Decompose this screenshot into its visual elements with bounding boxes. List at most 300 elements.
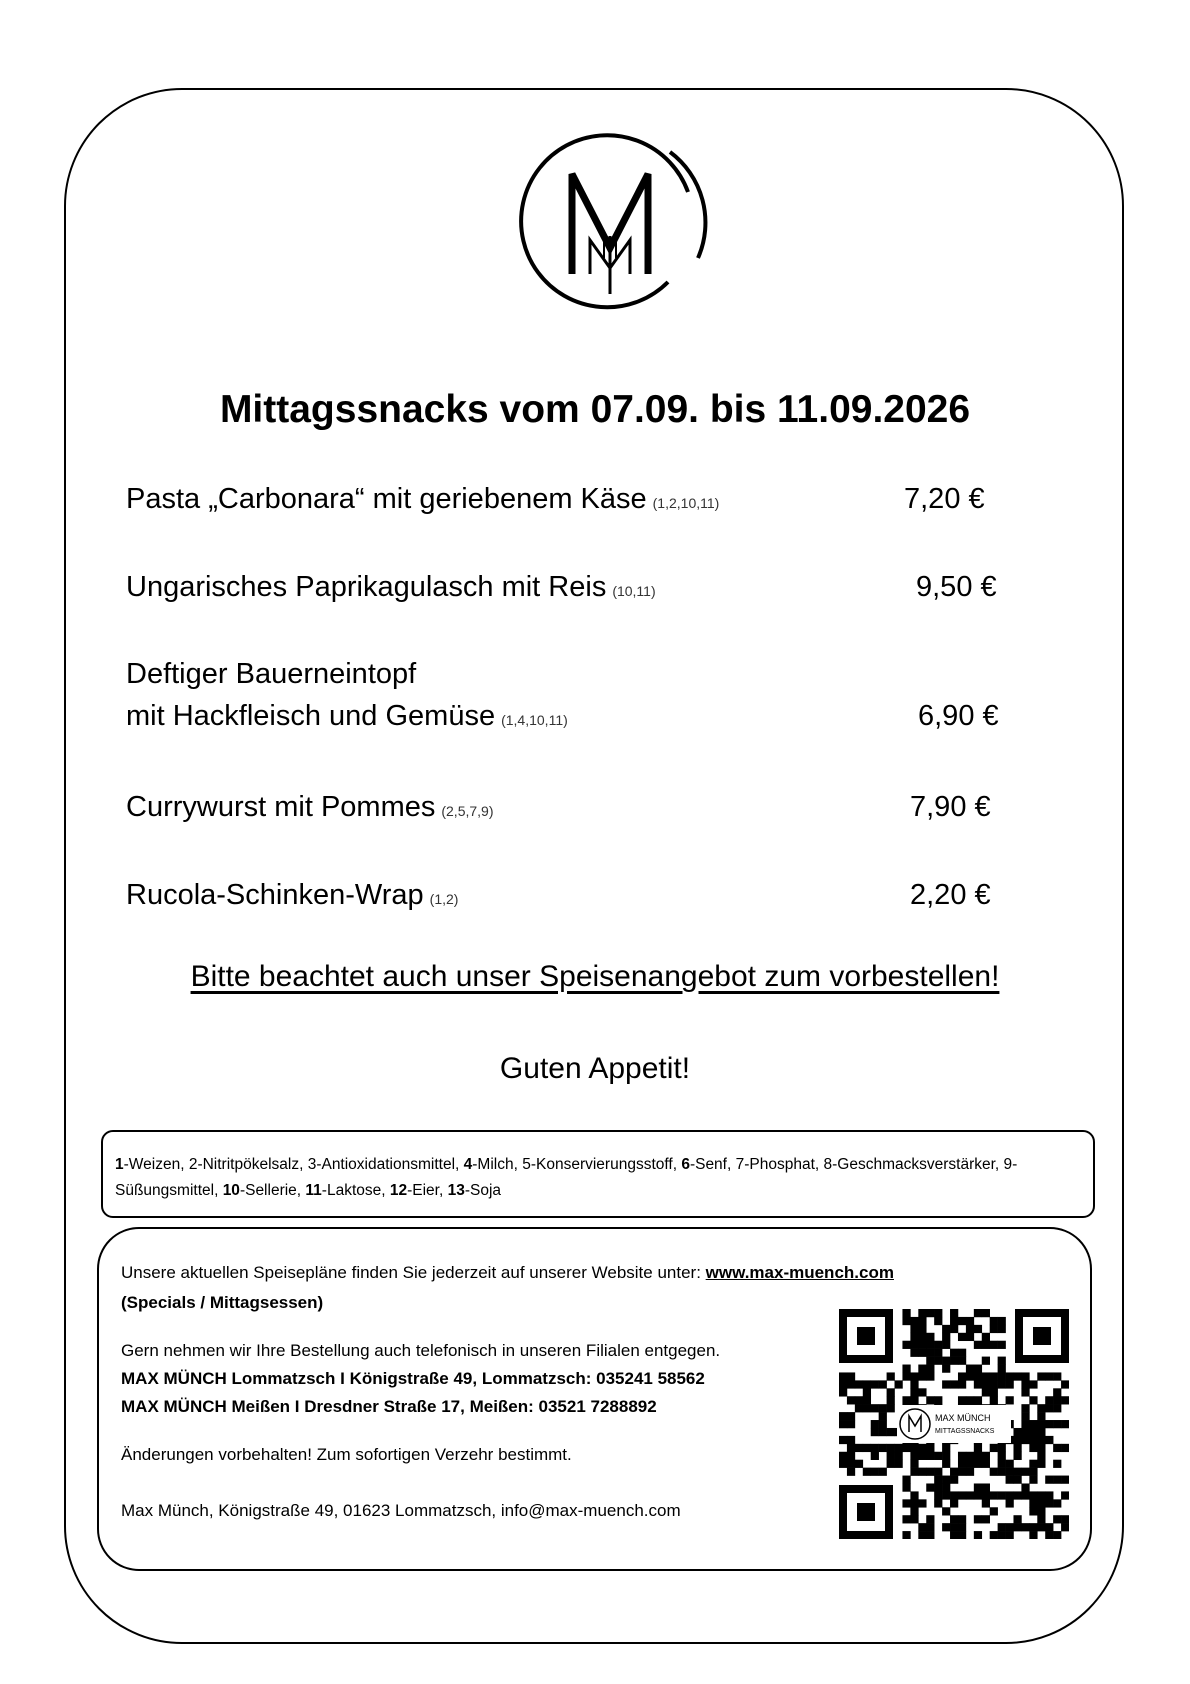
qr-module (998, 1365, 1006, 1373)
qr-module (934, 1341, 942, 1349)
qr-module (863, 1444, 871, 1452)
qr-module (982, 1372, 990, 1380)
qr-module (871, 1428, 879, 1436)
qr-module (958, 1380, 966, 1388)
qr-module (871, 1452, 879, 1460)
qr-module (910, 1507, 918, 1515)
qr-module (934, 1476, 942, 1484)
allergen-entry (115, 1156, 189, 1173)
qr-module (926, 1531, 934, 1539)
qr-module (1037, 1412, 1045, 1420)
qr-module (934, 1396, 942, 1404)
qr-module (998, 1452, 1006, 1460)
qr-module (974, 1325, 982, 1333)
qr-module (966, 1396, 974, 1404)
qr-module (958, 1317, 966, 1325)
qr-module (871, 1468, 879, 1476)
menu-item-name: Pasta „Carbonara“ mit geriebenem Käse (126, 483, 647, 515)
qr-module (918, 1452, 926, 1460)
allergen-number: 11 (305, 1182, 322, 1199)
qr-module (950, 1309, 958, 1317)
qr-module (1061, 1515, 1069, 1523)
qr-module (950, 1325, 958, 1333)
qr-module (1037, 1499, 1045, 1507)
qr-module (902, 1531, 910, 1539)
allergen-entry (223, 1182, 306, 1199)
qr-module (879, 1380, 887, 1388)
qr-module (910, 1444, 918, 1452)
qr-module (942, 1341, 950, 1349)
qr-label-line2: MITTAGSSNACKS (935, 1428, 995, 1435)
allergen-number: 2 (188, 1156, 198, 1173)
qr-module (958, 1349, 966, 1357)
qr-module (1006, 1499, 1014, 1507)
qr-module (958, 1531, 966, 1539)
qr-module (1029, 1380, 1037, 1388)
qr-module (934, 1349, 942, 1357)
qr-module (847, 1460, 855, 1468)
qr-module (855, 1380, 863, 1388)
qr-module (1029, 1491, 1037, 1499)
qr-module (1061, 1444, 1069, 1452)
qr-module (950, 1476, 958, 1484)
qr-module (926, 1452, 934, 1460)
qr-module (902, 1396, 910, 1404)
page-title: Mittagssnacks vom 07.09. bis 11.09.2026 (219, 388, 971, 431)
menu-item-price: 6,90 € (918, 700, 999, 732)
qr-module (1029, 1420, 1037, 1428)
qr-module (942, 1365, 950, 1373)
qr-module (1029, 1507, 1037, 1515)
qr-module (918, 1325, 926, 1333)
qr-module (910, 1317, 918, 1325)
qr-module (855, 1444, 863, 1452)
qr-module (1006, 1476, 1014, 1484)
menu-item (126, 874, 1006, 920)
qr-module (998, 1491, 1006, 1499)
website-line: Unsere aktuellen Speisepläne finden Sie jederzeit auf unserer Website unter: www.max-muench.com (121, 1263, 894, 1282)
qr-module (982, 1341, 990, 1349)
qr-module (1053, 1396, 1061, 1404)
qr-module (958, 1452, 966, 1460)
menu-item-allergens: (1,2) (429, 891, 459, 907)
qr-module (998, 1317, 1006, 1325)
qr-module (847, 1396, 855, 1404)
allergen-legend (101, 1130, 1095, 1218)
qr-module (942, 1452, 950, 1460)
qr-module (1037, 1491, 1045, 1499)
allergen-label: -Nitritpökelsalz, (197, 1156, 308, 1173)
allergen-entry (464, 1156, 523, 1173)
qr-module (871, 1444, 879, 1452)
qr-module (910, 1333, 918, 1341)
qr-module (950, 1523, 958, 1531)
qr-module (910, 1515, 918, 1523)
qr-module (1053, 1420, 1061, 1428)
menu-item (126, 786, 1006, 832)
qr-module (1029, 1444, 1037, 1452)
menu-item (126, 653, 1006, 741)
qr-module (1013, 1523, 1021, 1531)
qr-module (847, 1468, 855, 1476)
qr-module (839, 1372, 847, 1380)
qr-module (887, 1388, 895, 1396)
qr-module (934, 1468, 942, 1476)
qr-module (918, 1523, 926, 1531)
qr-module (958, 1491, 966, 1499)
qr-module (918, 1333, 926, 1341)
qr-module (1021, 1436, 1029, 1444)
qr-module (974, 1396, 982, 1404)
qr-module (1037, 1404, 1045, 1412)
qr-module (958, 1372, 966, 1380)
menu-item-name: Rucola-Schinken-Wrap (126, 879, 424, 911)
qr-module (974, 1460, 982, 1468)
qr-module (934, 1483, 942, 1491)
qr-module (974, 1444, 982, 1452)
qr-module (982, 1388, 990, 1396)
qr-module (974, 1365, 982, 1373)
qr-module (990, 1444, 998, 1452)
qr-module (1029, 1436, 1037, 1444)
qr-module (926, 1333, 934, 1341)
qr-module (1045, 1499, 1053, 1507)
qr-module (863, 1380, 871, 1388)
qr-module (942, 1491, 950, 1499)
qr-module (839, 1412, 847, 1420)
qr-module (958, 1523, 966, 1531)
qr-module (974, 1372, 982, 1380)
qr-module (1037, 1428, 1045, 1436)
qr-module (998, 1325, 1006, 1333)
qr-module (966, 1372, 974, 1380)
qr-module (902, 1476, 910, 1484)
qr-module (1053, 1531, 1061, 1539)
qr-module (966, 1317, 974, 1325)
qr-module (887, 1460, 895, 1468)
qr-module (926, 1341, 934, 1349)
qr-module (1045, 1531, 1053, 1539)
qr-module (942, 1523, 950, 1531)
qr-module (847, 1372, 855, 1380)
allergen-label: -Milch, (472, 1156, 523, 1173)
qr-module (1053, 1499, 1061, 1507)
qr-module (998, 1444, 1006, 1452)
qr-module (902, 1499, 910, 1507)
qr-module (1045, 1436, 1053, 1444)
qr-module (990, 1531, 998, 1539)
qr-module (847, 1452, 855, 1460)
qr-module (966, 1333, 974, 1341)
qr-module (1021, 1412, 1029, 1420)
qr-module (1029, 1460, 1037, 1468)
qr-module (1013, 1436, 1021, 1444)
qr-module (839, 1452, 847, 1460)
allergen-label: -Soja (464, 1182, 502, 1199)
qr-module (902, 1317, 910, 1325)
qr-module (942, 1476, 950, 1484)
allergen-entry (189, 1156, 308, 1173)
qr-module (887, 1428, 895, 1436)
qr-module (902, 1365, 910, 1373)
qr-module (847, 1420, 855, 1428)
qr-module (839, 1380, 847, 1388)
menu-item (126, 478, 1006, 524)
qr-module (990, 1396, 998, 1404)
qr-module (934, 1309, 942, 1317)
qr-module (887, 1396, 895, 1404)
qr-module (926, 1349, 934, 1357)
qr-module (982, 1452, 990, 1460)
qr-module (902, 1483, 910, 1491)
allergen-label: -Laktose, (321, 1182, 390, 1199)
qr-module (982, 1380, 990, 1388)
qr-module (982, 1491, 990, 1499)
qr-module (982, 1483, 990, 1491)
qr-module (926, 1372, 934, 1380)
qr-module (839, 1388, 847, 1396)
qr-module (1029, 1499, 1037, 1507)
qr-module (1013, 1491, 1021, 1499)
qr-module (934, 1317, 942, 1325)
qr-module (879, 1412, 887, 1420)
qr-module (950, 1380, 958, 1388)
qr-module (918, 1499, 926, 1507)
qr-module (1061, 1491, 1069, 1499)
qr-module (1061, 1523, 1069, 1531)
menu-item-name: Currywurst mit Pommes (126, 791, 436, 823)
qr-module (855, 1460, 863, 1468)
qr-module (1061, 1380, 1069, 1388)
qr-module (1061, 1396, 1069, 1404)
menu-item-name: Ungarisches Paprikagulasch mit Reis (126, 571, 607, 603)
qr-code[interactable] (839, 1309, 1069, 1539)
qr-module (910, 1499, 918, 1507)
qr-module (1013, 1515, 1021, 1523)
qr-module (950, 1491, 958, 1499)
qr-module (942, 1325, 950, 1333)
qr-module (982, 1357, 990, 1365)
qr-module (934, 1357, 942, 1365)
qr-module (910, 1325, 918, 1333)
qr-module (1013, 1444, 1021, 1452)
qr-module (966, 1325, 974, 1333)
qr-module (895, 1460, 903, 1468)
qr-module (934, 1452, 942, 1460)
qr-module (902, 1309, 910, 1317)
allergen-number: 6 (681, 1156, 690, 1173)
website-link[interactable]: www.max-muench.com (705, 1263, 894, 1282)
qr-module (910, 1388, 918, 1396)
qr-module (918, 1309, 926, 1317)
qr-module (990, 1380, 998, 1388)
qr-module (1053, 1476, 1061, 1484)
qr-module (1037, 1436, 1045, 1444)
qr-module (1006, 1491, 1014, 1499)
qr-module (910, 1396, 918, 1404)
qr-module (966, 1460, 974, 1468)
qr-module (1037, 1507, 1045, 1515)
qr-module (926, 1468, 934, 1476)
allergen-label: -Geschmacksverstärker, (832, 1156, 1004, 1173)
qr-module (1006, 1523, 1014, 1531)
allergen-entry (736, 1156, 824, 1173)
qr-module (863, 1468, 871, 1476)
qr-module (902, 1372, 910, 1380)
qr-module (879, 1428, 887, 1436)
qr-module (910, 1380, 918, 1388)
qr-module (1045, 1396, 1053, 1404)
qr-module (974, 1515, 982, 1523)
qr-label-line1: MAX MÜNCH (935, 1413, 991, 1423)
greeting: Guten Appetit! (499, 1052, 691, 1085)
qr-module (1029, 1531, 1037, 1539)
qr-module (1037, 1372, 1045, 1380)
qr-module (847, 1436, 855, 1444)
qr-module (974, 1380, 982, 1388)
allergen-number: 8 (823, 1156, 833, 1173)
qr-module (895, 1444, 903, 1452)
qr-module (918, 1317, 926, 1325)
qr-module (1006, 1380, 1014, 1388)
qr-module (847, 1380, 855, 1388)
qr-module (958, 1460, 966, 1468)
qr-module (1021, 1491, 1029, 1499)
qr-module (839, 1460, 847, 1468)
allergen-number: 13 (447, 1182, 465, 1199)
qr-module (879, 1404, 887, 1412)
qr-module (1029, 1476, 1037, 1484)
info-box (97, 1227, 1092, 1571)
allergen-number: 3 (307, 1156, 317, 1173)
qr-module (1045, 1372, 1053, 1380)
allergen-entry (390, 1182, 448, 1199)
qr-module (950, 1357, 958, 1365)
allergen-number: 9 (1003, 1156, 1013, 1173)
qr-module (950, 1531, 958, 1539)
qr-module (1029, 1468, 1037, 1476)
qr-module (998, 1341, 1006, 1349)
qr-module (910, 1460, 918, 1468)
qr-module (950, 1515, 958, 1523)
preorder-note: Bitte beachtet auch unser Speisenangebot zum vorbestellen! (190, 960, 1000, 993)
allergen-label: -Phosphat, (744, 1156, 824, 1173)
menu-item-price: 9,50 € (916, 571, 997, 603)
qr-module (966, 1365, 974, 1373)
qr-module (910, 1491, 918, 1499)
qr-module (942, 1357, 950, 1365)
qr-module (1029, 1428, 1037, 1436)
qr-module (1021, 1523, 1029, 1531)
qr-module (926, 1515, 934, 1523)
qr-module (958, 1468, 966, 1476)
qr-module (950, 1468, 958, 1476)
qr-module (1029, 1523, 1037, 1531)
website-sub: (Specials / Mittagsessen) (121, 1293, 324, 1312)
qr-module (990, 1468, 998, 1476)
qr-module (855, 1396, 863, 1404)
allergen-entry (681, 1156, 735, 1173)
qr-module (871, 1404, 879, 1412)
disclaimer: Änderungen vorbehalten! Zum sofortigen Verzehr bestimmt. (121, 1445, 572, 1464)
qr-module (871, 1380, 879, 1388)
allergen-number: 7 (735, 1156, 745, 1173)
qr-module (974, 1341, 982, 1349)
qr-module (998, 1380, 1006, 1388)
qr-module (998, 1372, 1006, 1380)
qr-module (918, 1341, 926, 1349)
qr-module (998, 1531, 1006, 1539)
qr-module (1061, 1476, 1069, 1484)
qr-module (1045, 1420, 1053, 1428)
allergen-number: 10 (222, 1182, 240, 1199)
qr-module (1053, 1372, 1061, 1380)
allergen-number: 1 (115, 1156, 124, 1173)
qr-module (958, 1515, 966, 1523)
qr-module (918, 1444, 926, 1452)
qr-module (926, 1309, 934, 1317)
qr-module (1021, 1468, 1029, 1476)
qr-module (1037, 1523, 1045, 1531)
qr-module (918, 1531, 926, 1539)
qr-module (910, 1452, 918, 1460)
qr-module (855, 1404, 863, 1412)
qr-module (895, 1380, 903, 1388)
qr-module (902, 1515, 910, 1523)
qr-module (1006, 1460, 1014, 1468)
qr-module (926, 1357, 934, 1365)
qr-module (879, 1444, 887, 1452)
menu-item-allergens: (1,2,10,11) (652, 495, 720, 511)
allergen-label: -Süßungsmittel, (115, 1156, 1018, 1199)
address-line: Max Münch, Königstraße 49, 01623 Lommatzsch, info@max-muench.com (121, 1501, 681, 1520)
allergen-label: -Eier, (407, 1182, 448, 1199)
qr-module (1045, 1491, 1053, 1499)
qr-module (990, 1325, 998, 1333)
qr-module (926, 1396, 934, 1404)
allergen-number: 4 (463, 1156, 473, 1173)
qr-module (998, 1357, 1006, 1365)
qr-module (895, 1452, 903, 1460)
menu-item-name-second-line: mit Hackfleisch und Gemüse (126, 700, 496, 732)
qr-module (1053, 1460, 1061, 1468)
qr-module (950, 1317, 958, 1325)
qr-module (910, 1341, 918, 1349)
qr-module (982, 1309, 990, 1317)
qr-module (982, 1460, 990, 1468)
qr-module (942, 1444, 950, 1452)
branch-meissen: MAX MÜNCH Meißen I Dresdner Straße 17, Meißen: 03521 7288892 (121, 1397, 657, 1416)
allergen-number: 5 (522, 1156, 531, 1173)
qr-module (974, 1531, 982, 1539)
qr-module (990, 1372, 998, 1380)
allergen-entry (448, 1182, 501, 1199)
qr-module (998, 1523, 1006, 1531)
qr-module (926, 1483, 934, 1491)
menu-item-price: 7,90 € (910, 791, 991, 823)
qr-module (926, 1523, 934, 1531)
qr-module (990, 1388, 998, 1396)
qr-module (887, 1404, 895, 1412)
qr-module (910, 1468, 918, 1476)
qr-module (839, 1420, 847, 1428)
qr-module (1053, 1388, 1061, 1396)
qr-module (934, 1499, 942, 1507)
qr-module (1037, 1515, 1045, 1523)
qr-module (942, 1333, 950, 1341)
qr-module (887, 1444, 895, 1452)
qr-module (1045, 1404, 1053, 1412)
